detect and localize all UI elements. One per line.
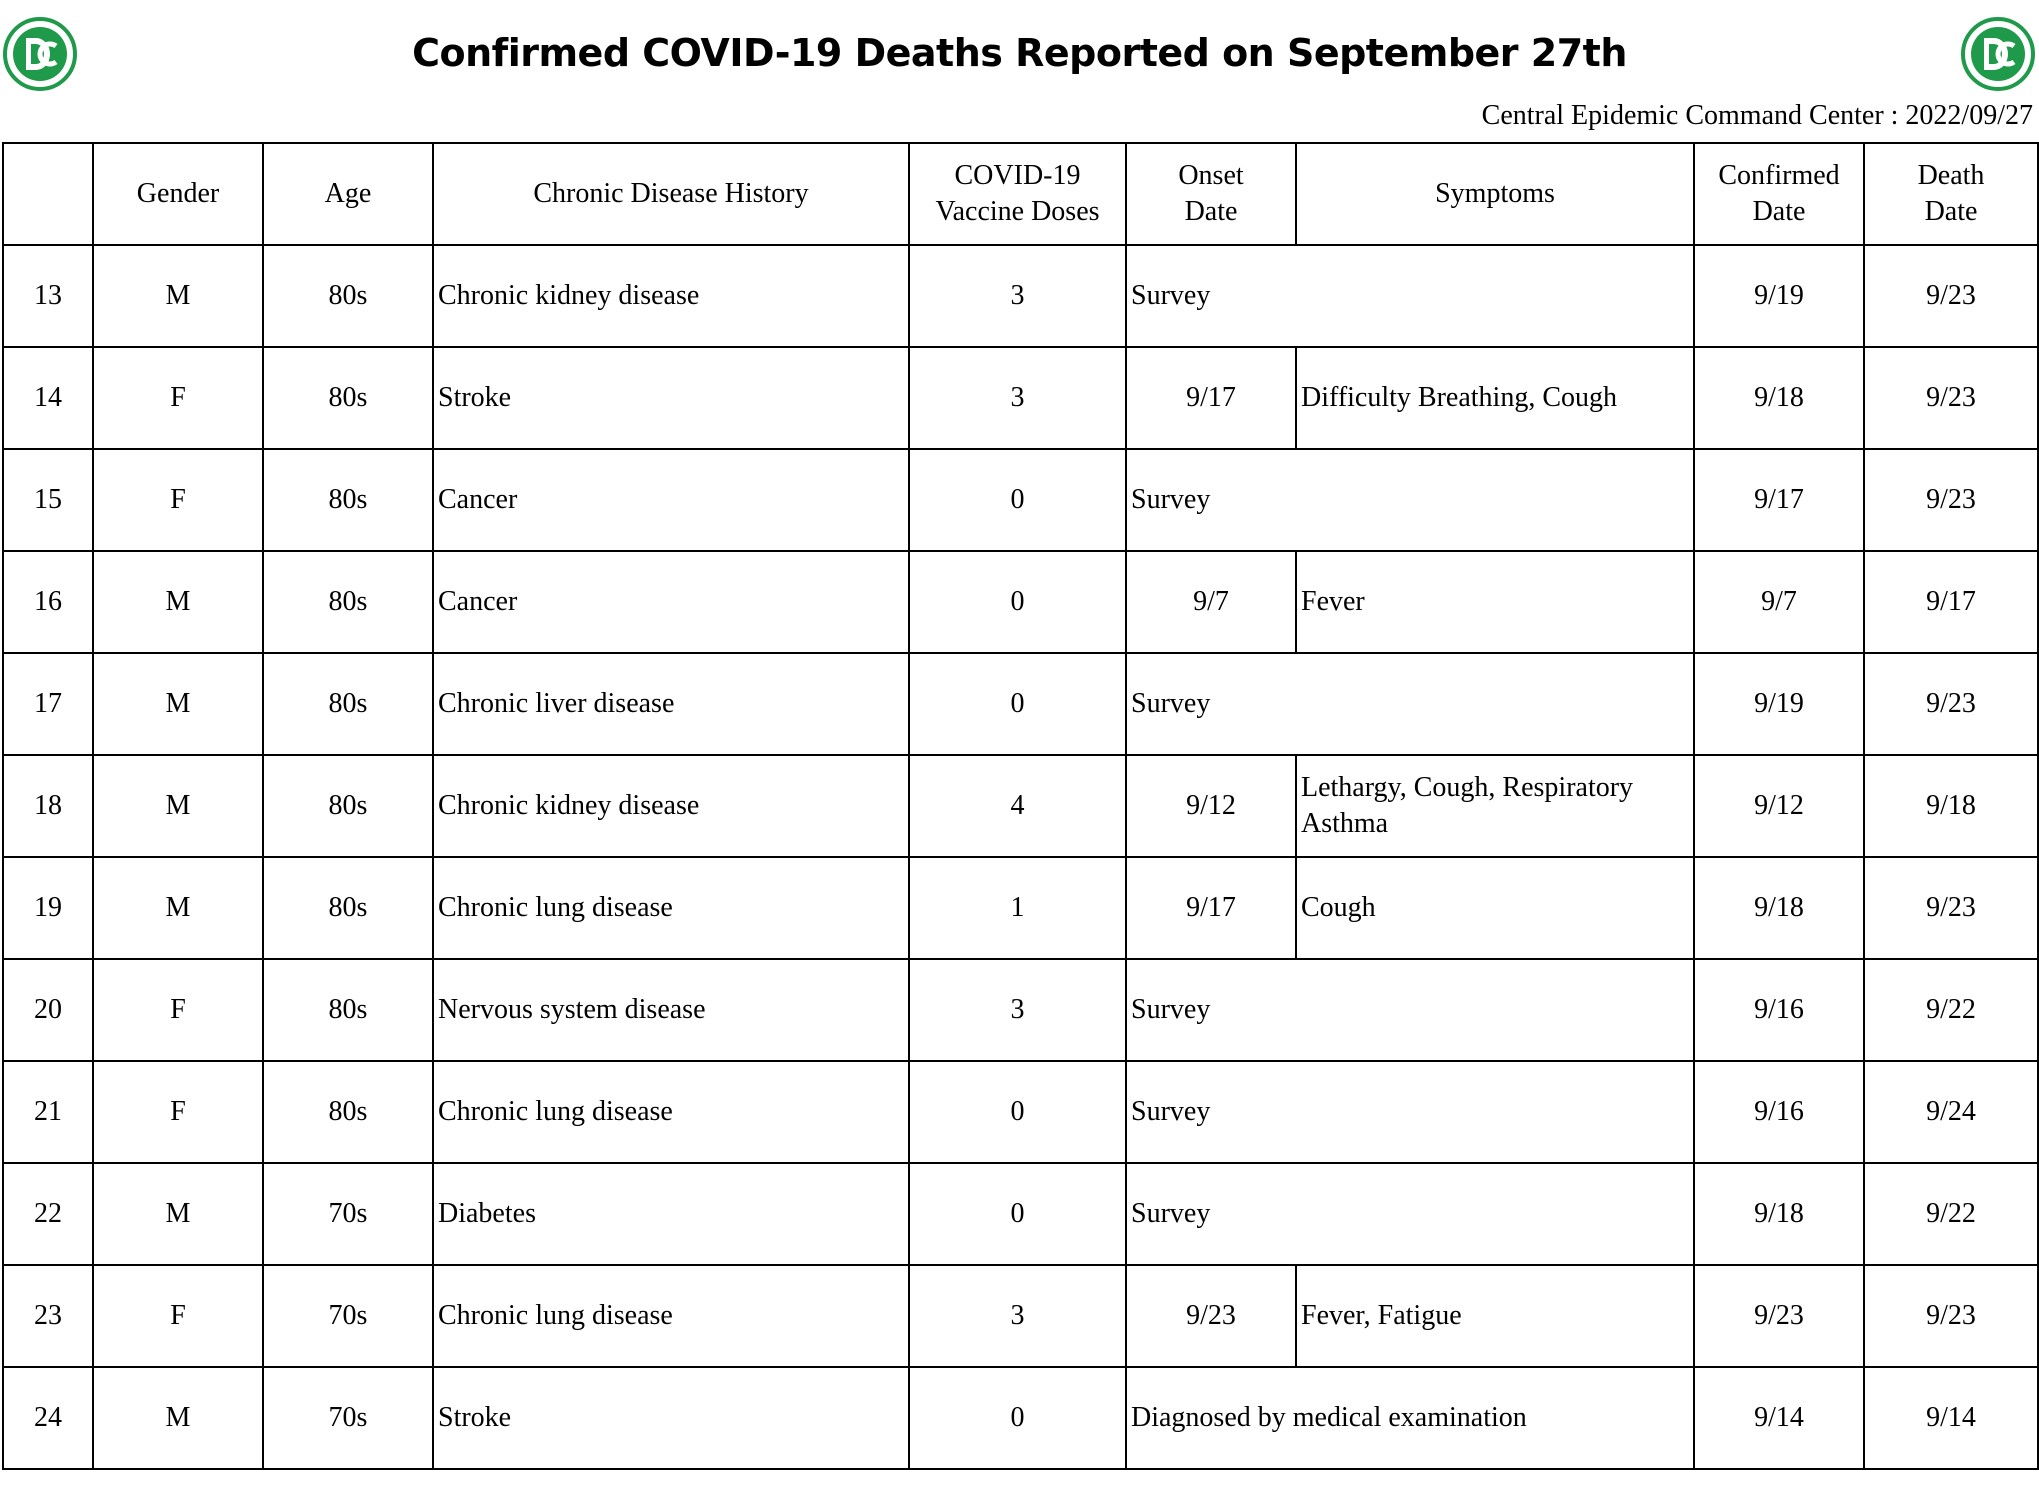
cell-chronic: Stroke — [433, 1367, 909, 1469]
cell-symptoms: Fever, Fatigue — [1296, 1265, 1694, 1367]
issuer-date: Central Epidemic Command Center : 2022/09/27 — [1481, 100, 2033, 131]
cell-note: Survey — [1126, 959, 1694, 1061]
cell-gender: F — [93, 1061, 263, 1163]
cell-gender: M — [93, 1367, 263, 1469]
col-header-onset-line1: Onset — [1178, 160, 1244, 191]
cell-note: Survey — [1126, 1061, 1694, 1163]
cell-gender: F — [93, 449, 263, 551]
cell-confirmed: 9/12 — [1694, 755, 1864, 857]
cell-onset: 9/17 — [1126, 347, 1296, 449]
table-row — [3, 755, 2038, 857]
cell-age: 70s — [263, 1163, 433, 1265]
col-header-death-line2: Date — [1924, 196, 1978, 227]
cell-doses: 0 — [909, 653, 1126, 755]
cell-chronic: Chronic lung disease — [433, 1265, 909, 1367]
cell-doses: 3 — [909, 959, 1126, 1061]
cell-index: 23 — [3, 1265, 93, 1367]
table-row — [3, 1367, 2038, 1469]
header-row — [3, 143, 2038, 245]
cell-doses: 3 — [909, 347, 1126, 449]
cell-note: Diagnosed by medical examination — [1126, 1367, 1694, 1469]
col-header-age: Age — [263, 143, 433, 245]
col-header-chronic: Chronic Disease History — [433, 143, 909, 245]
cell-confirmed: 9/19 — [1694, 245, 1864, 347]
cell-age: 80s — [263, 959, 433, 1061]
page-title: Confirmed COVID-19 Deaths Reported on September 27th — [412, 31, 1627, 75]
cell-index: 21 — [3, 1061, 93, 1163]
cell-note: Survey — [1126, 245, 1694, 347]
cell-age: 80s — [263, 653, 433, 755]
table-row — [3, 347, 2038, 449]
cell-age: 80s — [263, 1061, 433, 1163]
cell-confirmed: 9/14 — [1694, 1367, 1864, 1469]
col-header-confirmed — [1694, 143, 1864, 245]
cell-chronic: Chronic kidney disease — [433, 245, 909, 347]
cell-chronic: Diabetes — [433, 1163, 909, 1265]
cell-gender: M — [93, 1163, 263, 1265]
table-row — [3, 449, 2038, 551]
table-row — [3, 1163, 2038, 1265]
cell-index: 18 — [3, 755, 93, 857]
cell-confirmed: 9/18 — [1694, 857, 1864, 959]
cell-chronic: Chronic lung disease — [433, 1061, 909, 1163]
col-header-death — [1864, 143, 2038, 245]
cell-chronic: Stroke — [433, 347, 909, 449]
cell-confirmed: 9/17 — [1694, 449, 1864, 551]
table-row — [3, 551, 2038, 653]
cell-doses: 0 — [909, 449, 1126, 551]
cell-chronic: Cancer — [433, 449, 909, 551]
col-header-death-line1: Death — [1917, 160, 1985, 191]
table-row — [3, 653, 2038, 755]
cell-note: Survey — [1126, 1163, 1694, 1265]
cell-age: 80s — [263, 551, 433, 653]
cell-death: 9/22 — [1864, 1163, 2038, 1265]
cell-age: 80s — [263, 449, 433, 551]
cell-doses: 1 — [909, 857, 1126, 959]
cell-gender: M — [93, 245, 263, 347]
cell-gender: F — [93, 959, 263, 1061]
cell-doses: 0 — [909, 1061, 1126, 1163]
col-header-symptoms: Symptoms — [1296, 143, 1694, 245]
cell-chronic: Chronic lung disease — [433, 857, 909, 959]
cell-death: 9/23 — [1864, 347, 2038, 449]
cell-onset: 9/12 — [1126, 755, 1296, 857]
cell-death: 9/14 — [1864, 1367, 2038, 1469]
cell-death: 9/17 — [1864, 551, 2038, 653]
cell-chronic: Nervous system disease — [433, 959, 909, 1061]
cell-onset: 9/7 — [1126, 551, 1296, 653]
cell-gender: M — [93, 755, 263, 857]
cell-death: 9/23 — [1864, 653, 2038, 755]
cell-index: 19 — [3, 857, 93, 959]
cell-confirmed: 9/18 — [1694, 1163, 1864, 1265]
cell-gender: M — [93, 653, 263, 755]
cell-confirmed: 9/23 — [1694, 1265, 1864, 1367]
cell-age: 70s — [263, 1367, 433, 1469]
cell-symptoms: Cough — [1296, 857, 1694, 959]
cell-gender: M — [93, 857, 263, 959]
cell-note: Survey — [1126, 653, 1694, 755]
table-row — [3, 245, 2038, 347]
col-header-gender: Gender — [93, 143, 263, 245]
col-header-vaccine-line1: COVID-19 — [954, 160, 1081, 191]
deaths-table — [2, 142, 2039, 1470]
cell-gender: M — [93, 551, 263, 653]
cell-chronic: Cancer — [433, 551, 909, 653]
cell-confirmed: 9/18 — [1694, 347, 1864, 449]
cell-death: 9/23 — [1864, 245, 2038, 347]
col-header-confirmed-line2: Date — [1752, 196, 1806, 227]
col-header-onset — [1126, 143, 1296, 245]
cell-death: 9/22 — [1864, 959, 2038, 1061]
cell-index: 22 — [3, 1163, 93, 1265]
cell-doses: 0 — [909, 551, 1126, 653]
cell-confirmed: 9/16 — [1694, 1061, 1864, 1163]
col-header-index — [3, 143, 93, 245]
cell-age: 80s — [263, 755, 433, 857]
cell-age: 70s — [263, 1265, 433, 1367]
cell-index: 16 — [3, 551, 93, 653]
col-header-vaccine — [909, 143, 1126, 245]
cell-index: 24 — [3, 1367, 93, 1469]
cell-symptoms: Lethargy, Cough, Respiratory Asthma — [1296, 755, 1694, 857]
table-row — [3, 1265, 2038, 1367]
cell-onset: 9/23 — [1126, 1265, 1296, 1367]
col-header-confirmed-line1: Confirmed — [1718, 160, 1840, 191]
cell-age: 80s — [263, 857, 433, 959]
cell-doses: 3 — [909, 1265, 1126, 1367]
table-row — [3, 857, 2038, 959]
cell-confirmed: 9/19 — [1694, 653, 1864, 755]
cell-index: 15 — [3, 449, 93, 551]
cell-gender: F — [93, 1265, 263, 1367]
cell-doses: 0 — [909, 1367, 1126, 1469]
cell-doses: 0 — [909, 1163, 1126, 1265]
cell-note: Survey — [1126, 449, 1694, 551]
table-row — [3, 1061, 2038, 1163]
cell-symptoms: Difficulty Breathing, Cough — [1296, 347, 1694, 449]
cell-age: 80s — [263, 347, 433, 449]
cell-death: 9/23 — [1864, 1265, 2038, 1367]
cell-symptoms: Fever — [1296, 551, 1694, 653]
cell-death: 9/23 — [1864, 857, 2038, 959]
cell-index: 14 — [3, 347, 93, 449]
col-header-onset-line2: Date — [1184, 196, 1238, 227]
cell-age: 80s — [263, 245, 433, 347]
cell-chronic: Chronic kidney disease — [433, 755, 909, 857]
cell-gender: F — [93, 347, 263, 449]
cell-confirmed: 9/16 — [1694, 959, 1864, 1061]
cell-index: 17 — [3, 653, 93, 755]
cell-onset: 9/17 — [1126, 857, 1296, 959]
col-header-vaccine-line2: Vaccine Doses — [935, 196, 1100, 227]
cell-doses: 4 — [909, 755, 1126, 857]
cell-index: 13 — [3, 245, 93, 347]
cell-death: 9/18 — [1864, 755, 2038, 857]
table-row — [3, 959, 2038, 1061]
cell-doses: 3 — [909, 245, 1126, 347]
cell-death: 9/24 — [1864, 1061, 2038, 1163]
cell-chronic: Chronic liver disease — [433, 653, 909, 755]
cell-index: 20 — [3, 959, 93, 1061]
cell-death: 9/23 — [1864, 449, 2038, 551]
cell-confirmed: 9/7 — [1694, 551, 1864, 653]
